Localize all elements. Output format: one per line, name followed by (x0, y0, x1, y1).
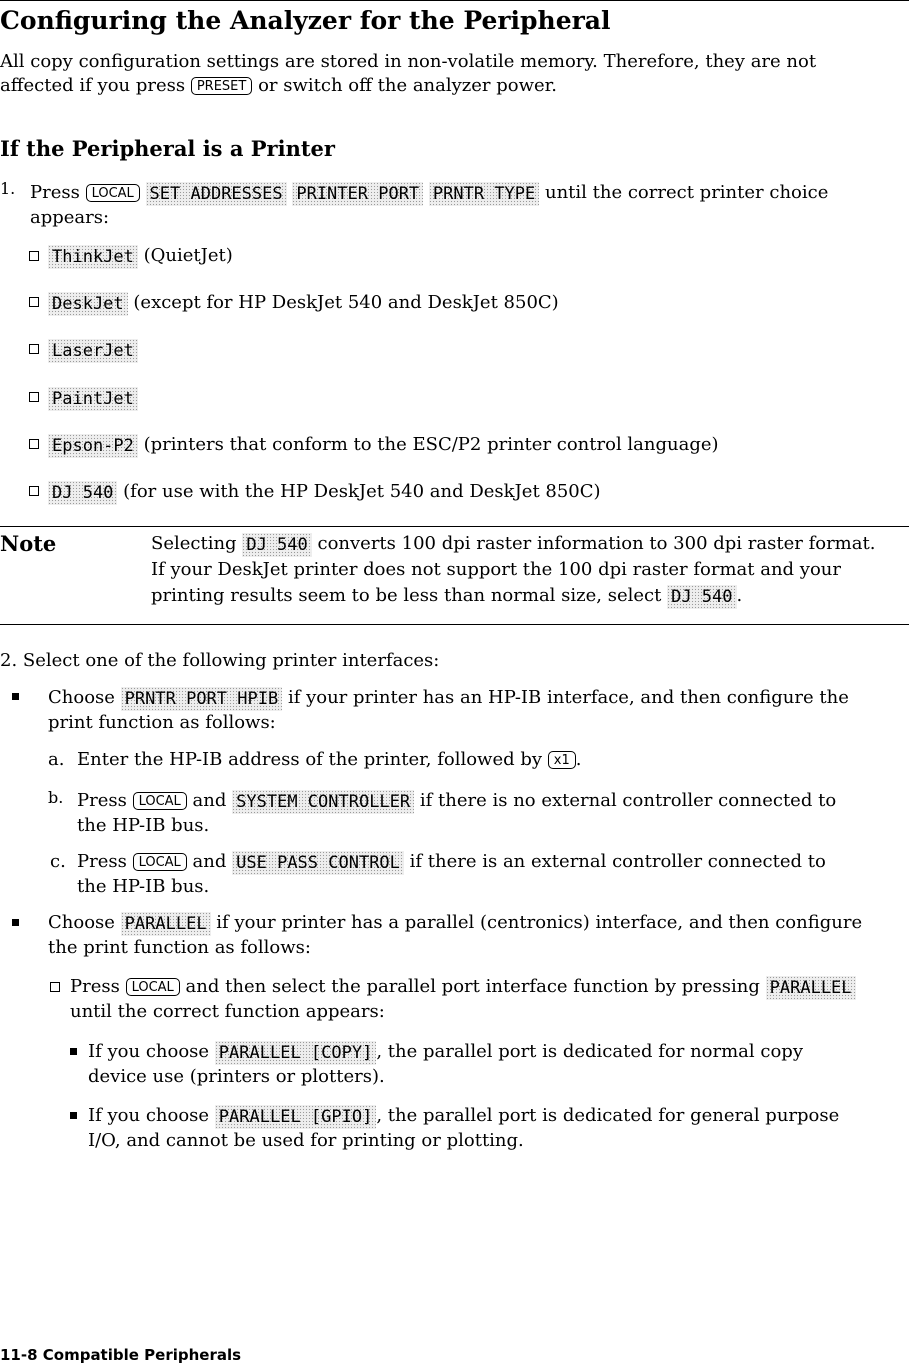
step-b-and: and (192, 790, 227, 811)
step1-post: until the correct printer choice (545, 182, 829, 203)
parallel-choose: Choose (48, 912, 115, 933)
parallel-copy-line-1 (88, 1041, 803, 1065)
list-bullet (29, 297, 39, 307)
list-bullet (50, 982, 60, 992)
intro-line-1: All copy configuration settings are stored in non-volatile memory. Therefore, they are not (0, 51, 817, 72)
printer-note: (printers that conform to the ESC/P2 printer control language) (143, 434, 719, 455)
parallel-gpio-line-1 (88, 1105, 839, 1129)
softkey-thinkjet[interactable]: ThinkJet (48, 245, 138, 269)
note-line-2: If your DeskJet printer does not support the 100 dpi raster format and your (151, 559, 842, 580)
step-b-text: if there is no external controller connected to (419, 790, 837, 811)
intro-line-2 (0, 75, 557, 97)
preset-key[interactable]: PRESET (191, 77, 253, 95)
step-c-text: if there is an external controller connected to (409, 851, 826, 872)
softkey-parallel[interactable]: PARALLEL (121, 912, 211, 936)
softkey-paintjet[interactable]: PaintJet (48, 387, 138, 411)
note-top-rule (0, 526, 909, 527)
x1-key[interactable]: x1 (548, 751, 576, 769)
square-bullet (70, 1048, 77, 1055)
softkey-use-pass-control[interactable]: USE PASS CONTROL (232, 851, 404, 875)
step-a-text: Enter the HP-IB address of the printer, followed by (77, 749, 543, 770)
step-c-and: and (192, 851, 227, 872)
softkey-parallel-copy[interactable]: PARALLEL [COPY] (215, 1041, 377, 1065)
hpib-choose: Choose (48, 687, 115, 708)
intro-text-b: or switch off the analyzer power. (258, 75, 558, 96)
printer-note: (except for HP DeskJet 540 and DeskJet 850C) (133, 292, 559, 313)
printer-item-thinkjet (48, 245, 233, 269)
softkey-prntr-type[interactable]: PRNTR TYPE (429, 182, 539, 206)
parallel-line-2: the print function as follows: (48, 937, 311, 958)
hpib-step-c (77, 851, 826, 875)
step1-line-2: appears: (30, 207, 110, 228)
parallel-press-line-2: until the correct function appears: (70, 1001, 385, 1022)
printer-item-deskjet (48, 292, 559, 316)
hpib-line-2: print function as follows: (48, 712, 276, 733)
gpio-post: , the parallel port is dedicated for general purpose (376, 1105, 840, 1126)
step-c-press: Press (77, 851, 127, 872)
list-bullet (29, 344, 39, 354)
list-bullet (29, 439, 39, 449)
softkey-epson-p2[interactable]: Epson-P2 (48, 434, 138, 458)
parallel-line-1 (48, 912, 862, 936)
printer-item-paintjet (48, 387, 138, 411)
hpib-text: if your printer has an HP-IB interface, and then configure the (287, 687, 849, 708)
local-key[interactable]: LOCAL (133, 792, 187, 810)
step1-number: 1. (0, 179, 16, 198)
local-key[interactable]: LOCAL (126, 978, 180, 996)
parallel-press-line-1 (70, 976, 856, 1000)
note-text: . (736, 585, 743, 606)
hpib-step-c-label: c. (50, 851, 66, 872)
hpib-step-b-label: b. (48, 788, 64, 807)
hpib-step-b-line-2: the HP-IB bus. (77, 815, 210, 836)
section-title: If the Peripheral is a Printer (0, 136, 335, 161)
printer-item-epson (48, 434, 719, 458)
softkey-dj-540[interactable]: DJ 540 (667, 585, 736, 609)
hpib-step-a-label: a. (48, 749, 65, 770)
intro-text-a: affected if you press (0, 75, 186, 96)
parallel-copy-line-2: device use (printers or plotters). (88, 1066, 385, 1087)
top-rule (0, 0, 909, 1)
square-bullet (70, 1112, 77, 1119)
step1-line-1 (30, 182, 828, 206)
softkey-dj-540[interactable]: DJ 540 (48, 481, 117, 505)
square-bullet (12, 693, 19, 700)
printer-note: (QuietJet) (143, 245, 233, 266)
step1-press: Press (30, 182, 80, 203)
gpio-pre: If you choose (88, 1105, 210, 1126)
copy-post: , the parallel port is dedicated for normal copy (376, 1041, 803, 1062)
softkey-printer-port[interactable]: PRINTER PORT (292, 182, 423, 206)
note-line-3 (151, 585, 742, 609)
softkey-parallel-gpio[interactable]: PARALLEL [GPIO] (215, 1105, 377, 1129)
note-text: Selecting (151, 533, 237, 554)
softkey-set-addresses[interactable]: SET ADDRESSES (146, 182, 287, 206)
page-heading: Configuring the Analyzer for the Peripheral (0, 6, 611, 35)
note-label: Note (0, 531, 57, 556)
square-bullet (12, 919, 19, 926)
list-bullet (29, 392, 39, 402)
parallel-text: if your printer has a parallel (centronics) interface, and then configure (216, 912, 863, 933)
step-a-period: . (575, 749, 582, 770)
printer-note: (for use with the HP DeskJet 540 and DeskJet 850C) (123, 481, 601, 502)
hpib-step-c-line-2: the HP-IB bus. (77, 876, 210, 897)
note-line-1 (151, 533, 875, 557)
list-bullet (29, 486, 39, 496)
hpib-step-b (77, 790, 836, 814)
step-b-press: Press (77, 790, 127, 811)
page-footer: 11-8 Compatible Peripherals (0, 1346, 242, 1364)
press-mid: and then select the parallel port interface function by pressing (185, 976, 760, 997)
hpib-step-a (77, 749, 581, 771)
softkey-system-controller[interactable]: SYSTEM CONTROLLER (232, 790, 414, 814)
printer-item-dj540 (48, 481, 601, 505)
printer-item-laserjet (48, 339, 138, 363)
parallel-gpio-line-2: I/O, and cannot be used for printing or plotting. (88, 1130, 524, 1151)
note-text: converts 100 dpi raster information to 300 dpi raster format. (317, 533, 876, 554)
softkey-laserjet[interactable]: LaserJet (48, 339, 138, 363)
copy-pre: If you choose (88, 1041, 210, 1062)
softkey-parallel[interactable]: PARALLEL (766, 976, 856, 1000)
step2-text: 2. Select one of the following printer interfaces: (0, 650, 440, 671)
local-key[interactable]: LOCAL (133, 853, 187, 871)
list-bullet (29, 251, 39, 261)
softkey-deskjet[interactable]: DeskJet (48, 292, 128, 316)
hpib-line-1 (48, 687, 849, 711)
press-text: Press (70, 976, 120, 997)
note-bottom-rule (0, 624, 909, 625)
softkey-dj-540[interactable]: DJ 540 (242, 533, 311, 557)
softkey-prntr-port-hpib[interactable]: PRNTR PORT HPIB (121, 687, 283, 711)
note-text: printing results seem to be less than normal size, select (151, 585, 662, 606)
local-key[interactable]: LOCAL (86, 184, 140, 202)
